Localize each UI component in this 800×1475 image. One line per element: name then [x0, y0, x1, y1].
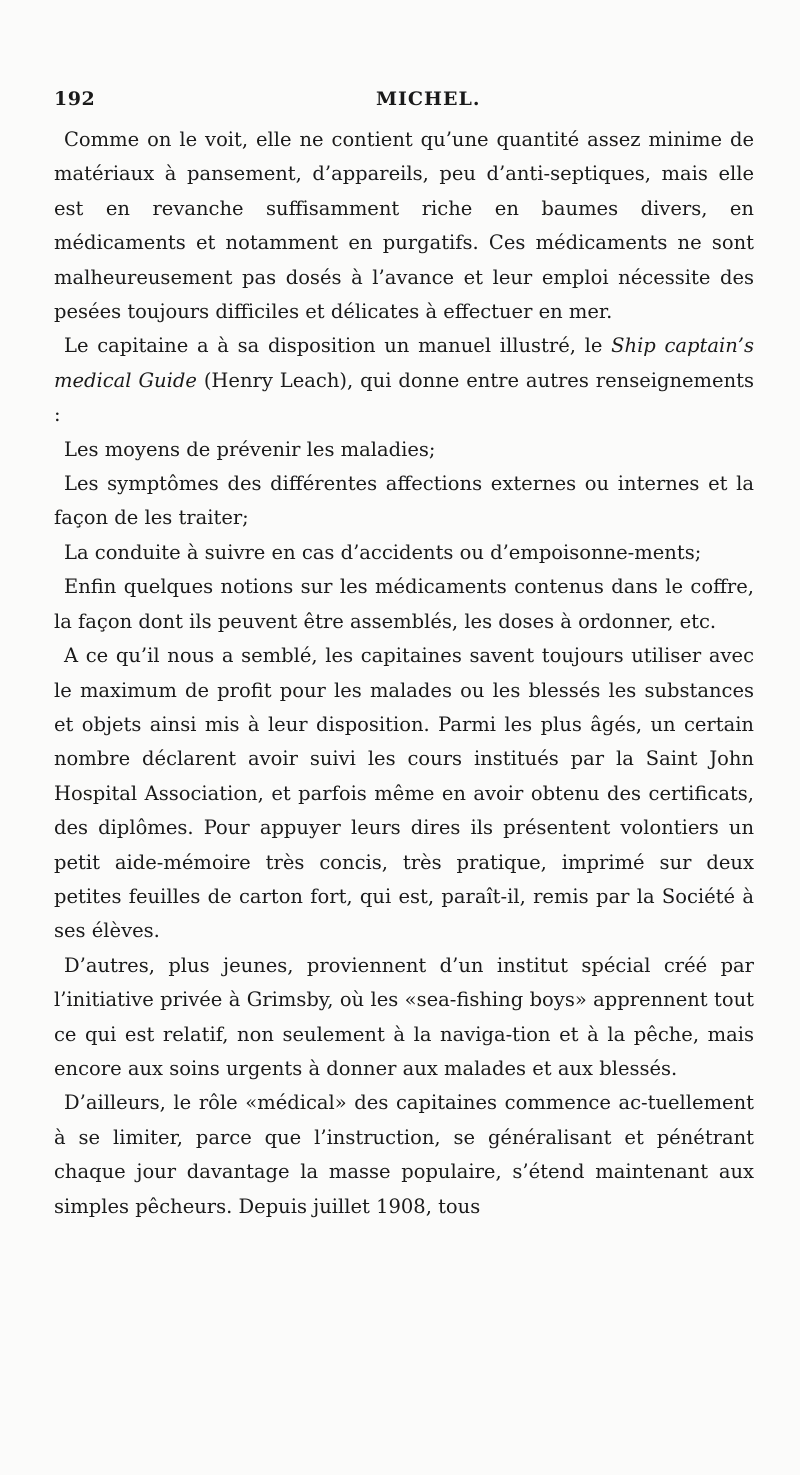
paragraph-text: Le capitaine a à sa disposition un manuel illustré, le [64, 334, 612, 358]
running-head: MICHEL. [376, 88, 481, 110]
book-title-italic: Ship captain’s medical Guide [54, 334, 754, 392]
paragraph: D’autres, plus jeunes, proviennent d’un institut spécial créé par l’initiative privée à Grimsby, où les «sea-fishing boys» apprennent tout ce qui est relatif, non seulement à la naviga-tion et à la pêche, mais encore aux soins urgents à donner aux malades et aux blessés. [54, 953, 754, 1080]
paragraph: A ce qu’il nous a semblé, les capitaines savent toujours utiliser avec le maximum de profit pour les malades ou les blessés les substances et objets ainsi mis à leur disposition. Parmi les plus âgés, un certain nombre déclarent avoir suivi les cours institués par la Saint John Hospital Association, et parfois même en avoir obtenu des certificats, des diplômes. Pour appuyer leurs dires ils présentent volontiers un petit aide-mémoire très concis, très pratique, imprimé sur deux petites feuilles de carton fort, qui est, paraît-il, remis par la Société à ses élèves. [54, 644, 754, 943]
paragraph: D’ailleurs, le rôle «médical» des capitaines commence ac-tuellement à se limiter, parce que l’instruction, se généralisant et pénétrant chaque jour davantage la masse populaire, s’étend maintenant aux simples pêcheurs. Depuis juillet 1908, tous [54, 1091, 754, 1218]
paragraph: Comme on le voit, elle ne contient qu’une quantité assez minime de matériaux à pansement, d’appareils, peu d’anti-septiques, mais elle est en revanche suffisamment riche en baumes divers, en médicaments et notamment en purgatifs. Ces médicaments ne sont malheureusement pas dosés à l’avance et leur emploi nécessite des pesées toujours difficiles et délicates à effectuer en mer. [54, 128, 754, 324]
paragraph [54, 329, 754, 432]
list-paragraph: Les moyens de prévenir les maladies; [64, 437, 436, 461]
body-text [54, 123, 754, 1224]
list-paragraph: La conduite à suivre en cas d’accidents ou d’empoisonne-ments; [64, 540, 702, 564]
page-number: 192 [54, 88, 96, 110]
page-header [54, 88, 754, 118]
list-paragraph: Enfin quelques notions sur les médicaments contenus dans le coffre, la façon dont ils peuvent être assemblés, les doses à ordonner, etc. [54, 575, 754, 633]
list-paragraph: Les symptômes des différentes affections externes ou internes et la façon de les traiter; [54, 472, 754, 530]
paragraph-text: (Henry Leach), qui donne entre autres renseignements : [54, 368, 754, 427]
